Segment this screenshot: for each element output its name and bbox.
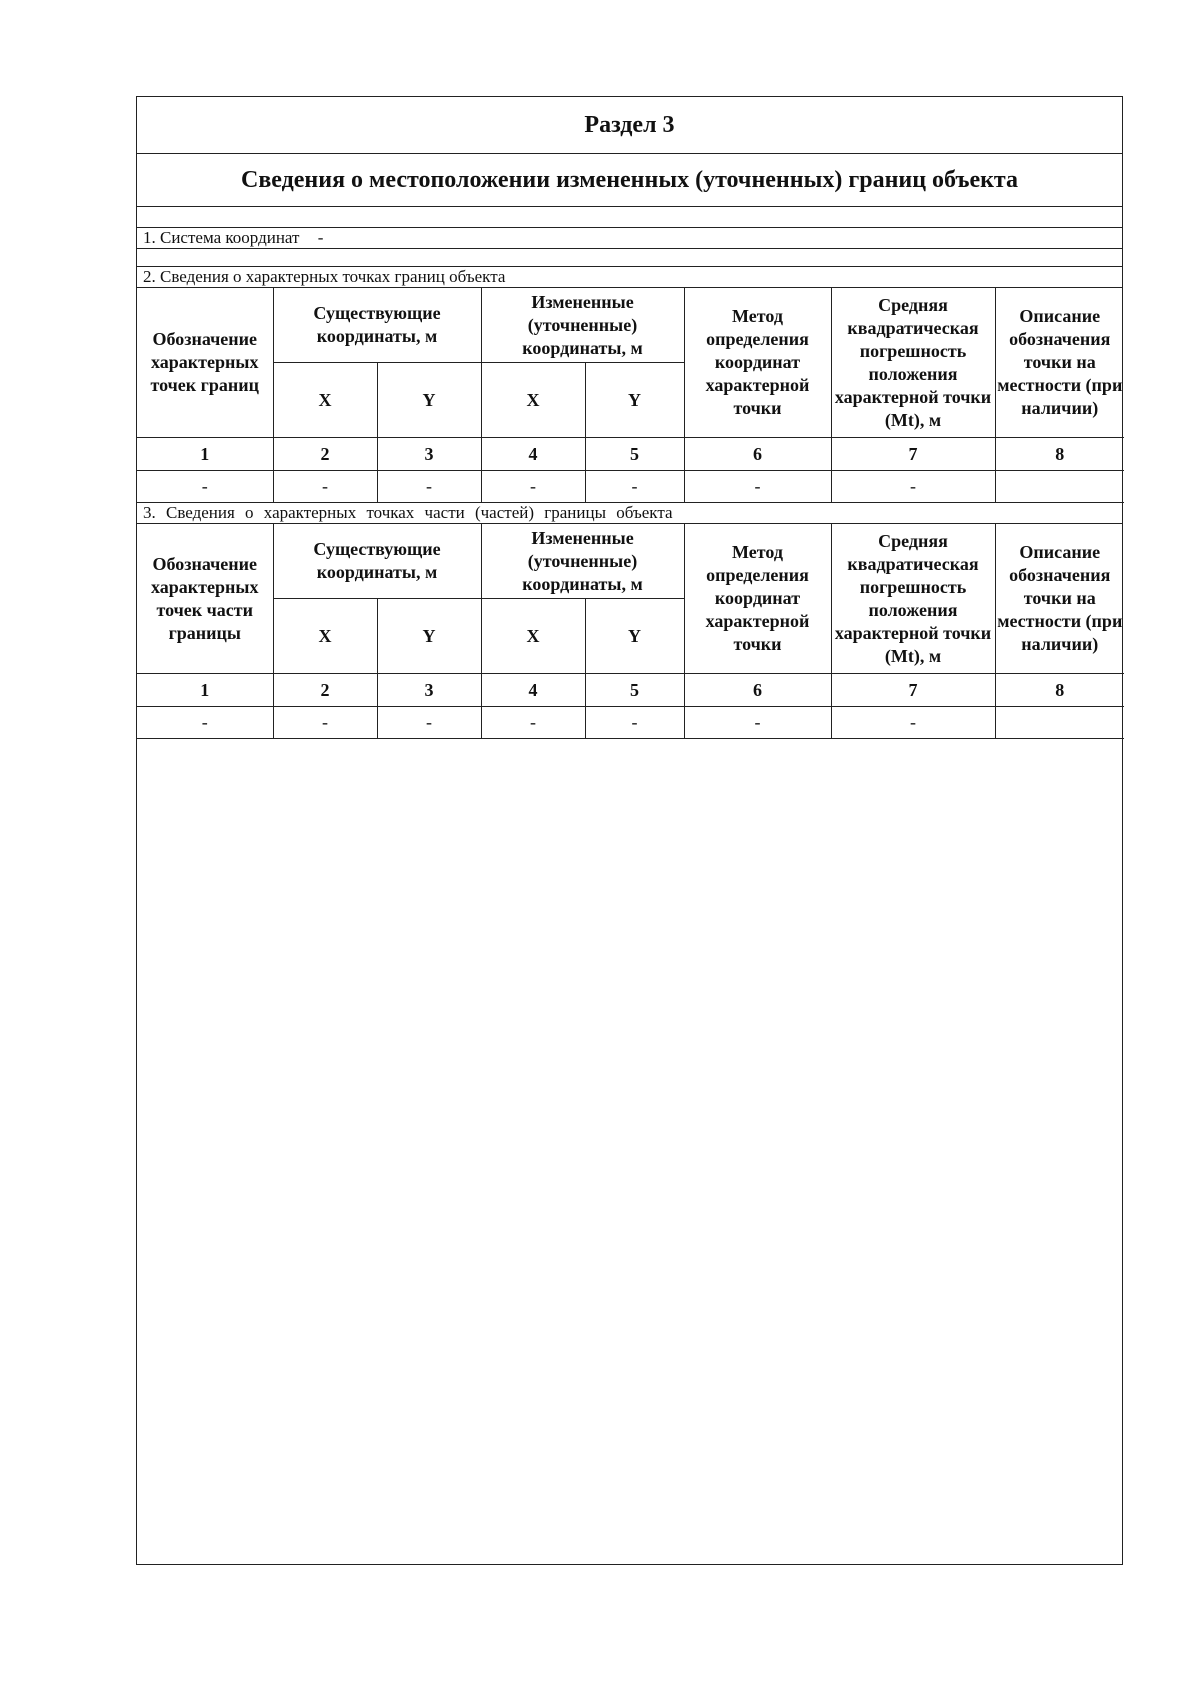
table1-header-x-changed: X (481, 363, 585, 438)
table-cell: - (831, 707, 995, 739)
table-number-cell: 4 (481, 438, 585, 471)
table2-header-designation: Обозначение характерных точек части границы (137, 524, 273, 674)
table2 (137, 524, 1124, 739)
table-cell: - (137, 471, 273, 503)
table1-caption: 2. Сведения о характерных точках границ объекта (137, 267, 1122, 288)
table-row (137, 471, 1124, 503)
table-number-cell: 2 (273, 674, 377, 707)
spacer-row (137, 249, 1122, 267)
table-cell: - (481, 471, 585, 503)
table-number-cell: 7 (831, 438, 995, 471)
table-number-cell: 6 (684, 674, 831, 707)
table2-header-method: Метод определения координат характерной точки (684, 524, 831, 674)
table2-header-x-changed: X (481, 599, 585, 674)
table2-header-x-existing: X (273, 599, 377, 674)
table-number-cell: 7 (831, 674, 995, 707)
section-title: Раздел 3 (137, 97, 1122, 154)
table-cell: - (684, 707, 831, 739)
table2-header-description: Описание обозначения точки на местности (при наличии) (995, 524, 1124, 674)
table2-header-row (137, 524, 1124, 599)
table1-header-error: Средняя квадратическая погрешность положения характерной точки (Mt), м (831, 288, 995, 438)
table-number-cell: 3 (377, 674, 481, 707)
table-cell: - (585, 471, 684, 503)
table2-header-y-changed: Y (585, 599, 684, 674)
coord-system-label: 1. Система координат (143, 228, 300, 247)
table1-header-row (137, 288, 1124, 363)
section-subtitle: Сведения о местоположении измененных (уточненных) границ объекта (137, 154, 1122, 207)
table-number-cell: 3 (377, 438, 481, 471)
coord-system-value: - (317, 228, 324, 247)
table-row (137, 707, 1124, 739)
table2-number-row (137, 674, 1124, 707)
table2-header-existing: Существующие координаты, м (273, 524, 481, 599)
table-cell: - (585, 707, 684, 739)
document-frame (136, 96, 1123, 1565)
coord-system-row (137, 228, 1122, 249)
table-number-cell: 4 (481, 674, 585, 707)
table1-header-x-existing: X (273, 363, 377, 438)
table1-header-y-existing: Y (377, 363, 481, 438)
table-number-cell: 6 (684, 438, 831, 471)
table1-number-row (137, 438, 1124, 471)
table-number-cell: 5 (585, 674, 684, 707)
table-number-cell: 2 (273, 438, 377, 471)
table-cell: - (273, 707, 377, 739)
table-cell: - (377, 707, 481, 739)
table1 (137, 288, 1124, 503)
table-number-cell: 1 (137, 438, 273, 471)
table-cell: - (831, 471, 995, 503)
table-cell: - (481, 707, 585, 739)
table-cell (995, 471, 1124, 503)
table1-header-description: Описание обозначения точки на местности (при наличии) (995, 288, 1124, 438)
table1-header-changed: Измененные (уточненные) координаты, м (481, 288, 684, 363)
table1-header-existing: Существующие координаты, м (273, 288, 481, 363)
table-cell: - (137, 707, 273, 739)
table-number-cell: 1 (137, 674, 273, 707)
table2-header-error: Средняя квадратическая погрешность положения характерной точки (Mt), м (831, 524, 995, 674)
table2-caption: 3. Сведения о характерных точках части (частей) границы объекта (137, 503, 1122, 524)
table-cell (995, 707, 1124, 739)
table-cell: - (273, 471, 377, 503)
table1-header-designation: Обозначение характерных точек границ (137, 288, 273, 438)
table2-header-y-existing: Y (377, 599, 481, 674)
table1-header-y-changed: Y (585, 363, 684, 438)
table1-header-method: Метод определения координат характерной точки (684, 288, 831, 438)
table-number-cell: 5 (585, 438, 684, 471)
table-number-cell: 8 (995, 438, 1124, 471)
table2-header-changed: Измененные (уточненные) координаты, м (481, 524, 684, 599)
table-cell: - (377, 471, 481, 503)
spacer-row (137, 207, 1122, 228)
table-number-cell: 8 (995, 674, 1124, 707)
table-cell: - (684, 471, 831, 503)
